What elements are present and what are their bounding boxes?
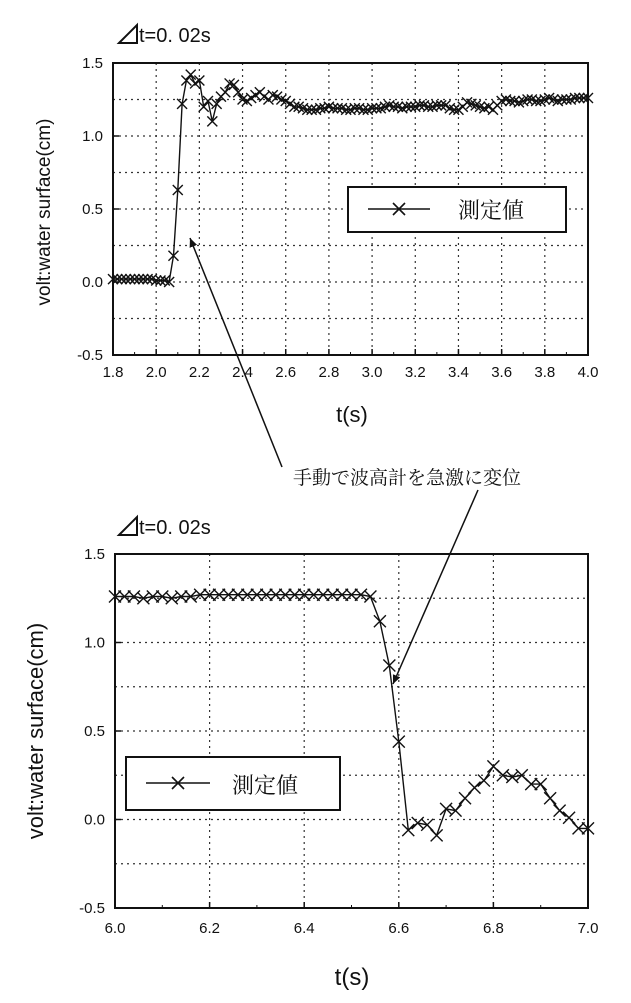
delta-triangle-icon xyxy=(119,25,137,43)
dt-label-bottom xyxy=(119,517,211,539)
data-point xyxy=(364,590,376,602)
chart-top xyxy=(34,25,598,427)
annotation-arrow-bottom xyxy=(393,490,478,684)
y-tick-label: 0.5 xyxy=(82,201,103,218)
x-axis-label-bottom: t(s) xyxy=(334,964,370,991)
data-point xyxy=(421,819,433,831)
x-tick-label: 3.4 xyxy=(448,364,469,381)
y-tick-label: 0.0 xyxy=(82,274,103,291)
legend-label-bottom: 測定値 xyxy=(232,774,299,799)
data-point xyxy=(544,792,556,804)
x-tick-label: 3.6 xyxy=(491,364,513,381)
data-point xyxy=(207,116,217,126)
chart-bottom xyxy=(23,517,598,991)
x-tick-label: 6.0 xyxy=(104,920,126,937)
y-tick-label: 1.0 xyxy=(84,634,105,652)
x-tick-label: 2.2 xyxy=(188,364,210,381)
data-point xyxy=(468,782,480,794)
grid-bottom xyxy=(115,554,588,908)
y-axis-label-bottom: volt:water surface(cm) xyxy=(23,622,48,840)
x-tick-label: 6.6 xyxy=(388,920,410,937)
annotation xyxy=(190,238,521,684)
data-point xyxy=(450,805,462,817)
data-point xyxy=(431,829,443,841)
x-tick-label: 2.8 xyxy=(318,364,340,381)
x-tick-label: 3.0 xyxy=(361,364,383,381)
dt-text-top: t=0. 02s xyxy=(139,25,211,47)
x-tick-label: 2.0 xyxy=(145,364,167,381)
y-tick-label: 1.5 xyxy=(84,546,105,563)
x-axis-label-top: t(s) xyxy=(336,402,368,427)
y-axis-label-top: volt:water surface(cm) xyxy=(34,118,55,306)
tick-labels-bottom xyxy=(79,546,598,937)
legend-label-top: 測定値 xyxy=(458,199,525,224)
data-point xyxy=(563,812,575,824)
annotation-text: 手動で波高計を急激に変位 xyxy=(293,467,522,489)
data-point xyxy=(554,805,566,817)
y-tick-label: 1.0 xyxy=(82,128,103,145)
x-tick-label: 1.8 xyxy=(102,364,124,381)
x-tick-label: 6.2 xyxy=(199,920,221,937)
dt-text-bottom: t=0. 02s xyxy=(139,517,211,539)
x-tick-label: 3.2 xyxy=(404,364,426,381)
x-tick-label: 6.4 xyxy=(293,920,315,937)
dt-label-top xyxy=(119,25,211,47)
x-tick-label: 2.6 xyxy=(275,364,297,381)
y-tick-label: -0.5 xyxy=(77,347,103,364)
y-tick-label: 0.5 xyxy=(84,723,105,740)
data-point xyxy=(374,615,386,627)
delta-triangle-icon xyxy=(119,517,137,535)
y-tick-label: 0.0 xyxy=(84,811,105,829)
x-tick-label: 6.8 xyxy=(482,920,504,937)
legend-top xyxy=(348,187,566,232)
x-tick-label: 3.8 xyxy=(534,364,556,381)
y-tick-label: -0.5 xyxy=(79,900,105,917)
series-top xyxy=(108,70,593,287)
x-tick-label: 7.0 xyxy=(577,920,599,937)
data-point xyxy=(459,792,471,804)
x-tick-label: 2.4 xyxy=(232,364,253,381)
annotation-arrow-top xyxy=(190,238,282,467)
y-tick-label: 1.5 xyxy=(82,55,103,72)
data-point xyxy=(478,775,490,787)
data-point xyxy=(203,96,213,106)
x-tick-label: 4.0 xyxy=(577,364,599,381)
legend-bottom xyxy=(126,757,340,810)
